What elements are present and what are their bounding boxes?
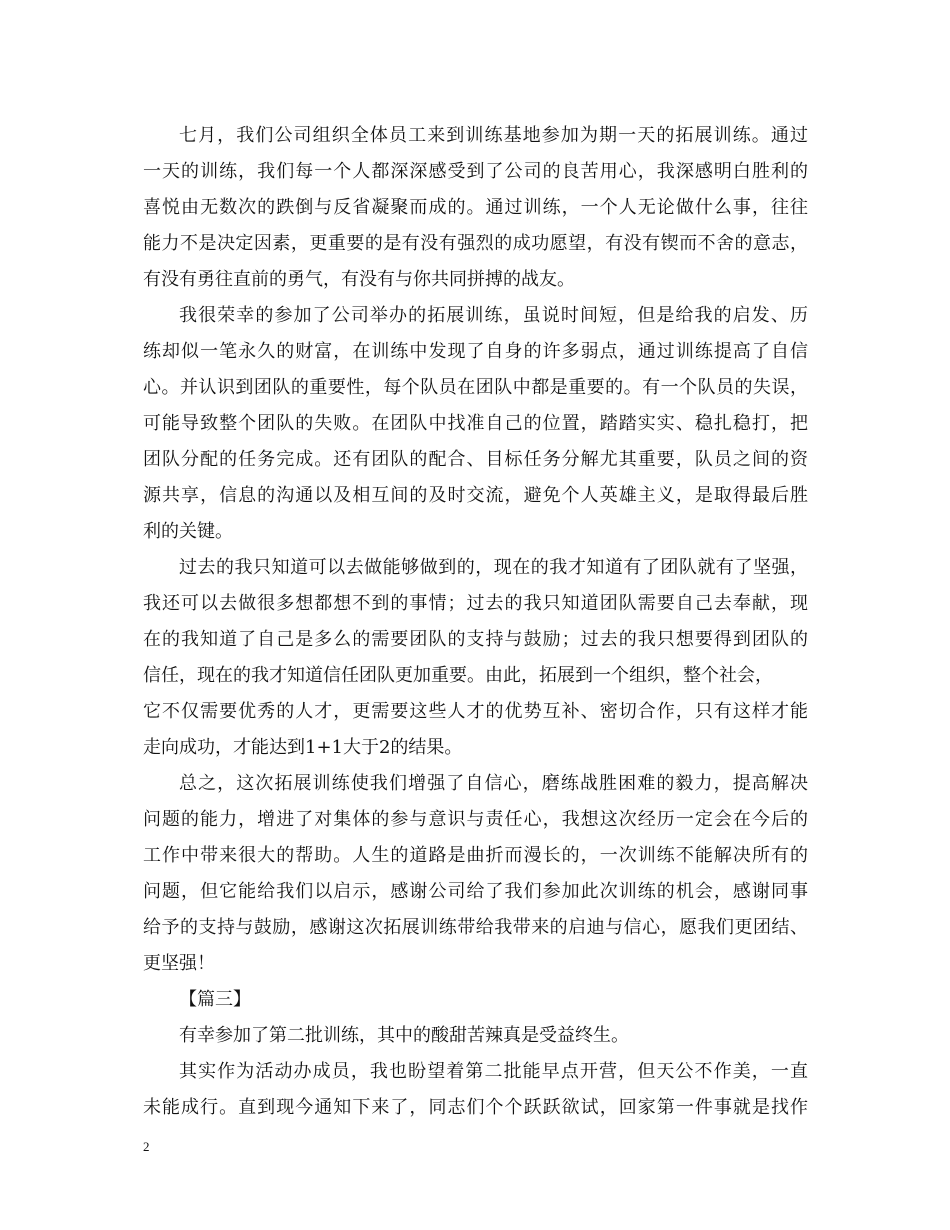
paragraph-2-line-4: 可能导致整个团队的失败。在团队中找准自己的位置，踏踏实实、稳扎稳打，把 xyxy=(143,413,808,434)
paragraph-4-line-6: 更坚强！ xyxy=(143,953,215,974)
paragraph-1-line-1: 七月，我们公司组织全体员工来到训练基地参加为期一天的拓展训练。通过 xyxy=(179,125,808,146)
paragraph-6-line-2: 未能成行。直到现今通知下来了，同志们个个跃跃欲试，回家第一件事就是找作 xyxy=(143,1097,808,1118)
paragraph-1-line-3: 喜悦由无数次的跌倒与反省凝聚而成的。通过训练，一个人无论做什么事，往往 xyxy=(143,197,808,218)
paragraph-2-line-7: 利的关键。 xyxy=(143,521,233,542)
paragraph-3-line-4: 信任，现在的我才知道信任团队更加重要。由此，拓展到一个组织，整个社会， xyxy=(143,665,773,686)
page-number: 2 xyxy=(143,1139,150,1154)
paragraph-1-line-4: 能力不是决定因素，更重要的是有没有强烈的成功愿望，有没有锲而不舍的意志， xyxy=(143,233,808,254)
paragraph-4-line-1: 总之，这次拓展训练使我们增强了自信心，磨练战胜困难的毅力，提高解决 xyxy=(179,773,808,794)
paragraph-4-line-3: 工作中带来很大的帮助。人生的道路是曲折而漫长的，一次训练不能解决所有的 xyxy=(143,845,808,866)
paragraph-1-line-2: 一天的训练，我们每一个人都深深感受到了公司的良苦用心，我深感明白胜利的 xyxy=(143,161,808,182)
paragraph-4-line-4: 问题，但它能给我们以启示，感谢公司给了我们参加此次训练的机会，感谢同事 xyxy=(143,881,808,902)
section-heading: 【篇三】 xyxy=(179,989,251,1010)
paragraph-2-line-2: 练却似一笔永久的财富，在训练中发现了自身的许多弱点，通过训练提高了自信 xyxy=(143,341,808,362)
paragraph-6-line-1: 其实作为活动办成员，我也盼望着第二批能早点开营，但天公不作美，一直 xyxy=(179,1061,808,1082)
paragraph-5-line-1: 有幸参加了第二批训练，其中的酸甜苦辣真是受益终生。 xyxy=(179,1025,629,1046)
paragraph-4-line-2: 问题的能力，增进了对集体的参与意识与责任心，我想这次经历一定会在今后的 xyxy=(143,809,808,830)
paragraph-2-line-5: 团队分配的任务完成。还有团队的配合、目标任务分解尤其重要，队员之间的资 xyxy=(143,449,808,470)
paragraph-3-line-3: 在的我知道了自己是多么的需要团队的支持与鼓励；过去的我只想要得到团队的 xyxy=(143,629,808,650)
paragraph-3-line-6: 走向成功，才能达到1+1大于2的结果。 xyxy=(143,737,463,758)
paragraph-3-line-5: 它不仅需要优秀的人才，更需要这些人才的优势互补、密切合作，只有这样才能 xyxy=(143,701,808,722)
paragraph-2-line-6: 源共享，信息的沟通以及相互间的及时交流，避免个人英雄主义，是取得最后胜 xyxy=(143,485,808,506)
paragraph-2-line-1: 我很荣幸的参加了公司举办的拓展训练，虽说时间短，但是给我的启发、历 xyxy=(179,305,808,326)
paragraph-3-line-1: 过去的我只知道可以去做能够做到的，现在的我才知道有了团队就有了坚强， xyxy=(179,557,808,578)
paragraph-2-line-3: 心。并认识到团队的重要性，每个队员在团队中都是重要的。有一个队员的失误， xyxy=(143,377,808,398)
paragraph-3-line-2: 我还可以去做很多想都想不到的事情；过去的我只知道团队需要自己去奉献，现 xyxy=(143,593,808,614)
paragraph-1-line-5: 有没有勇往直前的勇气，有没有与你共同拼搏的战友。 xyxy=(143,269,575,290)
paragraph-4-line-5: 给予的支持与鼓励，感谢这次拓展训练带给我带来的启迪与信心，愿我们更团结、 xyxy=(143,917,808,938)
